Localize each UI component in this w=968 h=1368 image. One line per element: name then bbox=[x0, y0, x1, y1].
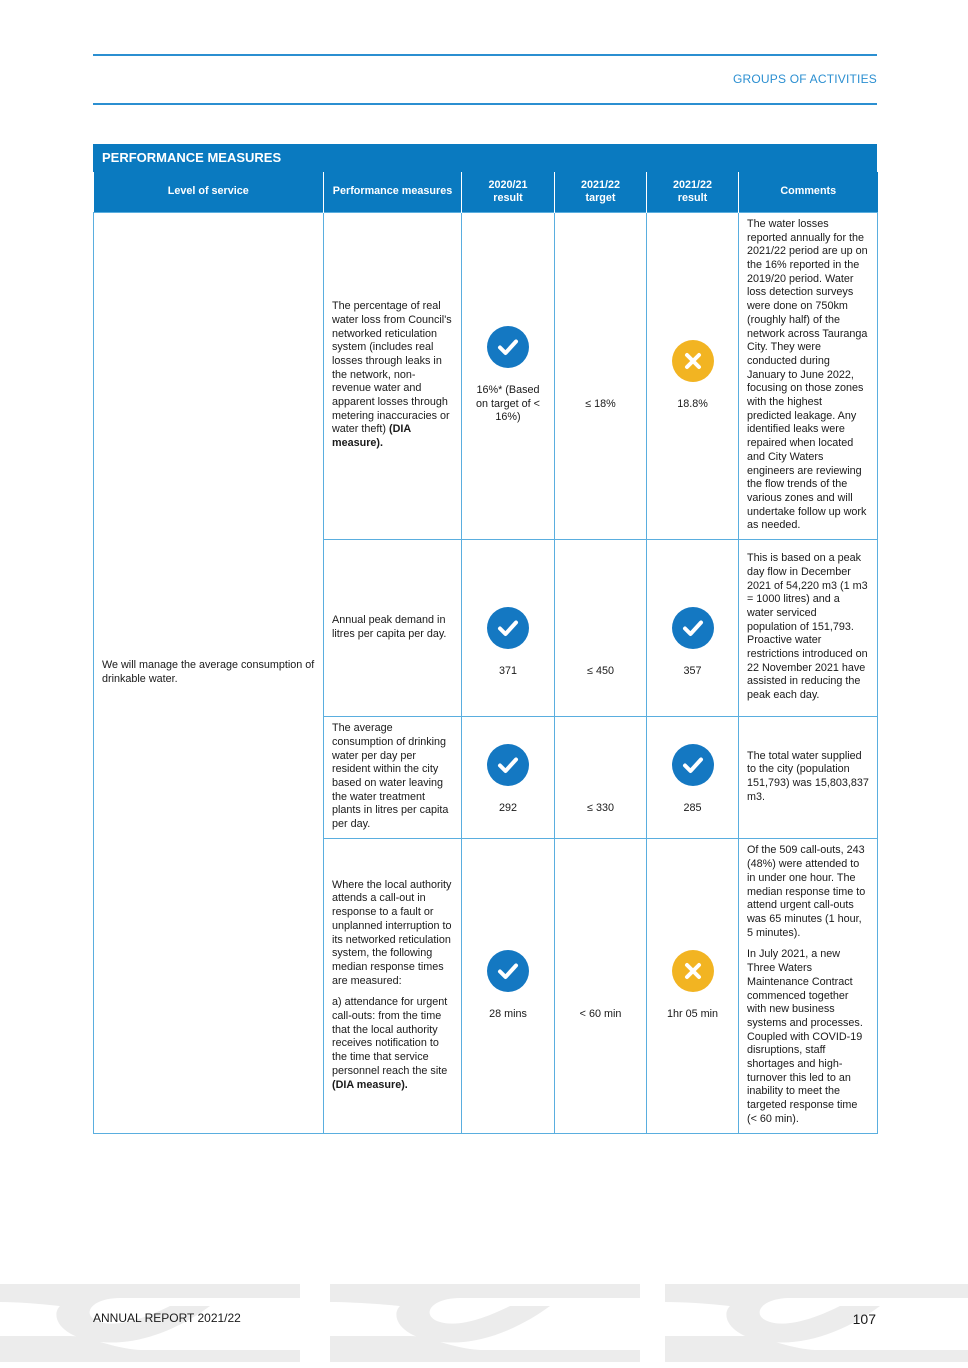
col-2021-22-result: 2021/22 result bbox=[647, 172, 739, 212]
cross-icon bbox=[672, 950, 714, 992]
level-of-service-cell: We will manage the average consumption of drinkable water. bbox=[94, 212, 324, 1133]
col-performance-measures: Performance measures bbox=[324, 172, 462, 212]
section-label: GROUPS OF ACTIVITIES bbox=[732, 72, 877, 86]
check-icon bbox=[672, 607, 714, 649]
header-top-rule bbox=[93, 54, 877, 56]
page-number: 107 bbox=[852, 1311, 876, 1327]
report-label: ANNUAL REPORT 2021/22 bbox=[93, 1311, 241, 1325]
comment-cell: The water losses reported annually for the 2021/22 period are up on the 16% reported in the 2019/20 period. Water loss detection surveys were done on 750km (roughly half) of the network across Tauranga City. They were conducted during January to June 2022, focusing on those zones with the highest predicted leakage. Any identified leaks were repaired when located and City Waters engineers are reviewing the flow trends of the various zones and will undertake follow up work as needed. bbox=[739, 212, 878, 539]
table-header-row bbox=[94, 172, 878, 212]
table-row bbox=[94, 212, 878, 539]
col-comments: Comments bbox=[739, 172, 878, 212]
curr-result-cell: 357 bbox=[647, 539, 739, 716]
check-icon bbox=[487, 744, 529, 786]
curr-result-cell: 285 bbox=[647, 716, 739, 838]
target-cell: < 60 min bbox=[555, 838, 647, 1133]
measure-cell: The percentage of real water loss from Council's networked reticulation system (includes real losses through leaks in the network, non-revenue water and apparent losses through metering inaccuracies or water theft) (DIA measure). bbox=[324, 212, 462, 539]
target-cell: ≤ 18% bbox=[555, 212, 647, 539]
measure-cell: Where the local authority attends a call-out in response to a fault or unplanned interruption to its networked reticulation system, the following median response times are measured: a) attendance for urgent call-outs: from the time that the local authority receives notification to the time that service personnel reach the site (DIA measure). bbox=[324, 838, 462, 1133]
comment-cell: Of the 509 call-outs, 243 (48%) were attended to in under one hour. The median response time to attend urgent call-outs was 65 minutes (1 hour, 5 minutes). In July 2021, a new Three Waters Maintenance Contract commenced together with new business systems and processes. Coupled with COVID-19 disruptions, staff shortages and high-turnover this led to an inability to meet the targeted response time (< 60 min). bbox=[739, 838, 878, 1133]
comment-cell: This is based on a peak day flow in December 2021 of 54,220 m3 (1 m3 = 1000 litres) and a water serviced population of 151,793. Proactive water restrictions introduced on 22 November 2021 have assisted in reducing the peak each day. bbox=[739, 539, 878, 716]
prev-result-cell: 371 bbox=[462, 539, 555, 716]
cross-icon bbox=[672, 340, 714, 382]
col-2020-21-result: 2020/21 result bbox=[462, 172, 555, 212]
target-cell: ≤ 450 bbox=[555, 539, 647, 716]
curr-result-cell: 18.8% bbox=[647, 212, 739, 539]
header-bottom-rule bbox=[93, 103, 877, 105]
check-icon bbox=[487, 607, 529, 649]
check-icon bbox=[487, 326, 529, 368]
performance-measures-table bbox=[93, 172, 878, 1134]
comment-cell: The total water supplied to the city (population 151,793) was 15,803,837 m3. bbox=[739, 716, 878, 838]
target-cell: ≤ 330 bbox=[555, 716, 647, 838]
check-icon bbox=[487, 950, 529, 992]
prev-result-cell: 16%* (Based on target of < 16%) bbox=[462, 212, 555, 539]
measure-cell: The average consumption of drinking water per day per resident within the city based on water leaving the water treatment plants in litres per capita per day. bbox=[324, 716, 462, 838]
col-2021-22-target: 2021/22 target bbox=[555, 172, 647, 212]
check-icon bbox=[672, 744, 714, 786]
col-level-of-service: Level of service bbox=[94, 172, 324, 212]
curr-result-cell: 1hr 05 min bbox=[647, 838, 739, 1133]
prev-result-cell: 28 mins bbox=[462, 838, 555, 1133]
prev-result-cell: 292 bbox=[462, 716, 555, 838]
measure-cell: Annual peak demand in litres per capita per day. bbox=[324, 539, 462, 716]
table-title: PERFORMANCE MEASURES bbox=[93, 144, 877, 172]
